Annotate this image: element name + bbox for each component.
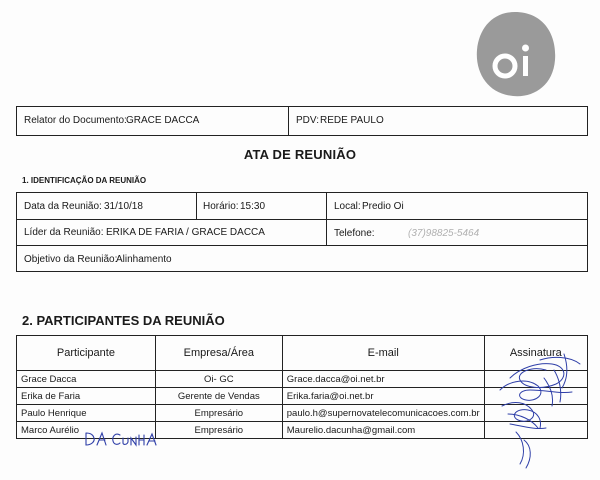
- date-value: 31/10/18: [104, 201, 143, 212]
- col-signature: Assinatura: [484, 336, 587, 371]
- relator-label: Relator do Documento:: [24, 115, 127, 126]
- objective-value: Alinhamento: [116, 254, 172, 265]
- id-col-line-1: [196, 192, 197, 219]
- participant-email: Grace.dacca@oi.net.br: [282, 371, 484, 388]
- participant-email: Erika.faria@oi.net.br: [282, 388, 484, 405]
- phone-label: Telefone:: [334, 228, 375, 239]
- participant-company: Gerente de Vendas: [155, 388, 282, 405]
- phone-value: (37)98825-5464: [408, 228, 480, 239]
- id-col-line-2: [326, 192, 327, 245]
- leader-value: ERIKA DE FARIA / GRACE DACCA: [106, 227, 265, 238]
- section1-heading: 1. IDENTIFICAÇÃO DA REUNIÃO: [22, 176, 147, 185]
- section2-heading: 2. PARTICIPANTES DA REUNIÃO: [22, 313, 225, 328]
- leader-label: Líder da Reunião:: [24, 227, 104, 238]
- participant-email: paulo.h@supernovatelecomunicacoes.com.br: [282, 405, 484, 422]
- id-row-line-2: [16, 245, 588, 246]
- place-label: Local:: [334, 201, 361, 212]
- oi-logo: [471, 8, 559, 100]
- col-participant: Participante: [17, 336, 156, 371]
- header-divider: [288, 106, 289, 136]
- time-label: Horário:: [203, 201, 239, 212]
- time-value: 15:30: [240, 201, 266, 212]
- participant-name: Paulo Henrique: [17, 405, 156, 422]
- participant-company: Empresário: [155, 405, 282, 422]
- place-value: Predio Oi: [362, 201, 404, 212]
- relator-value: GRACE DACCA: [126, 115, 200, 126]
- date-label: Data da Reunião:: [24, 201, 102, 212]
- document-title: ATA DE REUNIÃO: [243, 147, 357, 162]
- col-email: E-mail: [282, 336, 484, 371]
- participant-email: Maurelio.dacunha@gmail.com: [282, 422, 484, 439]
- participant-name: Grace Dacca: [17, 371, 156, 388]
- col-company: Empresa/Área: [155, 336, 282, 371]
- participant-name: Marco Aurélio: [17, 422, 156, 439]
- signatures-scribble: [480, 350, 595, 475]
- participant-name: Erika de Faria: [17, 388, 156, 405]
- participant-company: Empresário: [155, 422, 282, 439]
- participant-company: Oi- GC: [155, 371, 282, 388]
- pdv-label: PDV:: [296, 115, 319, 126]
- objective-label: Objetivo da Reunião:: [24, 254, 118, 265]
- pdv-value: REDE PAULO: [320, 115, 384, 126]
- handwritten-note: [82, 429, 162, 449]
- id-row-line-1: [16, 219, 588, 220]
